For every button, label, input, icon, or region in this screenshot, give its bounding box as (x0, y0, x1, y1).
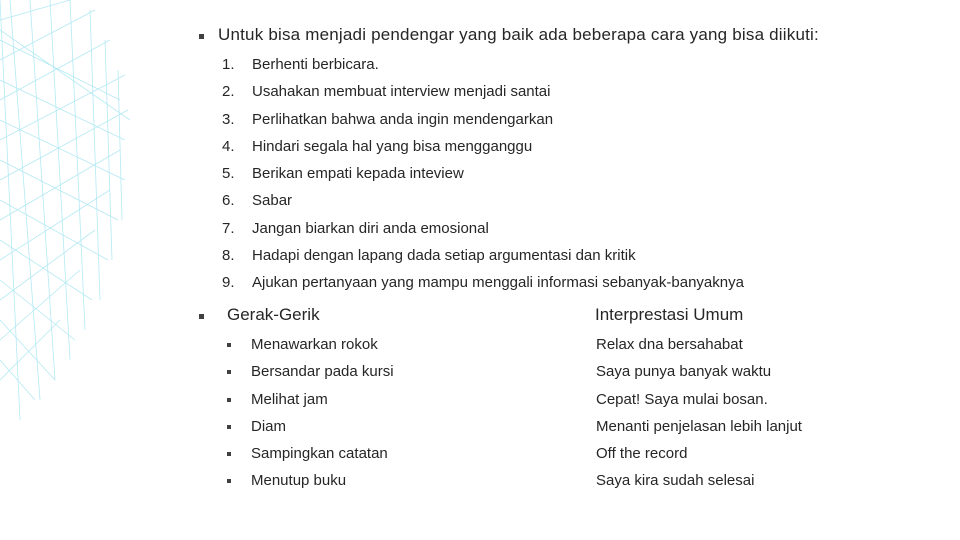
list-item (222, 54, 744, 81)
list-item (222, 136, 744, 163)
list-item (222, 190, 744, 217)
gesture-text: Melihat jam (251, 390, 328, 408)
item-text: Hindari segala hal yang bisa mengganggu (252, 137, 533, 155)
item-text: Hadapi dengan lapang dada setiap argumentasi dan kritik (252, 247, 636, 265)
list-item (222, 245, 744, 272)
list-item (596, 389, 802, 416)
heading-bullet (199, 34, 204, 39)
item-number: 7. (222, 219, 235, 237)
meaning-text: Off the record (596, 445, 688, 463)
meaning-text: Menanti penjelasan lebih lanjut (596, 417, 802, 435)
item-number: 3. (222, 110, 235, 128)
meaning-text: Cepat! Saya mulai bosan. (596, 390, 768, 408)
list-item (227, 361, 394, 388)
meaning-text: Saya kira sudah selesai (596, 472, 755, 490)
gesture-text: Bersandar pada kursi (251, 363, 394, 381)
item-text: Sabar (252, 192, 293, 210)
list-item (222, 218, 744, 245)
meaning-column-header: Interprestasi Umum (595, 305, 744, 324)
meaning-list (596, 334, 802, 498)
list-item (596, 443, 802, 470)
list-item (222, 272, 744, 299)
list-item (227, 416, 394, 443)
item-number: 5. (222, 165, 235, 183)
item-number: 6. (222, 192, 235, 210)
numbered-list (222, 54, 744, 300)
item-number: 2. (222, 83, 235, 101)
list-item (596, 470, 802, 497)
list-item (222, 163, 744, 190)
list-item (596, 416, 802, 443)
item-text: Berikan empati kepada inteview (252, 165, 464, 183)
item-number: 1. (222, 56, 235, 73)
item-text: Jangan biarkan diri anda emosional (252, 219, 489, 237)
item-number: 4. (222, 137, 235, 155)
bullet-dot (227, 343, 231, 347)
item-text: Berhenti berbicara. (252, 56, 379, 73)
bullet-dot (227, 425, 231, 429)
gesture-text: Menutup buku (251, 472, 347, 490)
gesture-column-header: Gerak-Gerik (227, 305, 320, 324)
meaning-text: Relax dna bersahabat (596, 336, 743, 353)
bullet-dot (227, 370, 231, 374)
decorative-wireframe (0, 0, 190, 540)
gesture-text: Menawarkan rokok (251, 336, 378, 353)
intro-heading: Untuk bisa menjadi pendengar yang baik ada beberapa cara yang bisa diikuti: (218, 25, 819, 44)
bullet-dot (227, 398, 231, 402)
gesture-list (227, 334, 394, 498)
list-item (596, 361, 802, 388)
gesture-text: Sampingkan catatan (251, 445, 388, 463)
item-number: 8. (222, 247, 235, 265)
list-item (227, 470, 394, 497)
list-item (227, 389, 394, 416)
item-text: Ajukan pertanyaan yang mampu menggali informasi sebanyak-banyaknya (252, 274, 744, 292)
list-item (222, 109, 744, 136)
list-item (222, 81, 744, 108)
bullet-dot (227, 452, 231, 456)
list-item (227, 334, 394, 361)
table-bullet (199, 314, 204, 319)
gesture-text: Diam (251, 417, 287, 435)
list-item (227, 443, 394, 470)
bullet-dot (227, 479, 231, 483)
meaning-text: Saya punya banyak waktu (596, 363, 772, 381)
list-item (596, 334, 802, 361)
item-number: 9. (222, 274, 235, 292)
item-text: Perlihatkan bahwa anda ingin mendengarkan (252, 110, 554, 128)
item-text: Usahakan membuat interview menjadi santai (252, 83, 551, 101)
